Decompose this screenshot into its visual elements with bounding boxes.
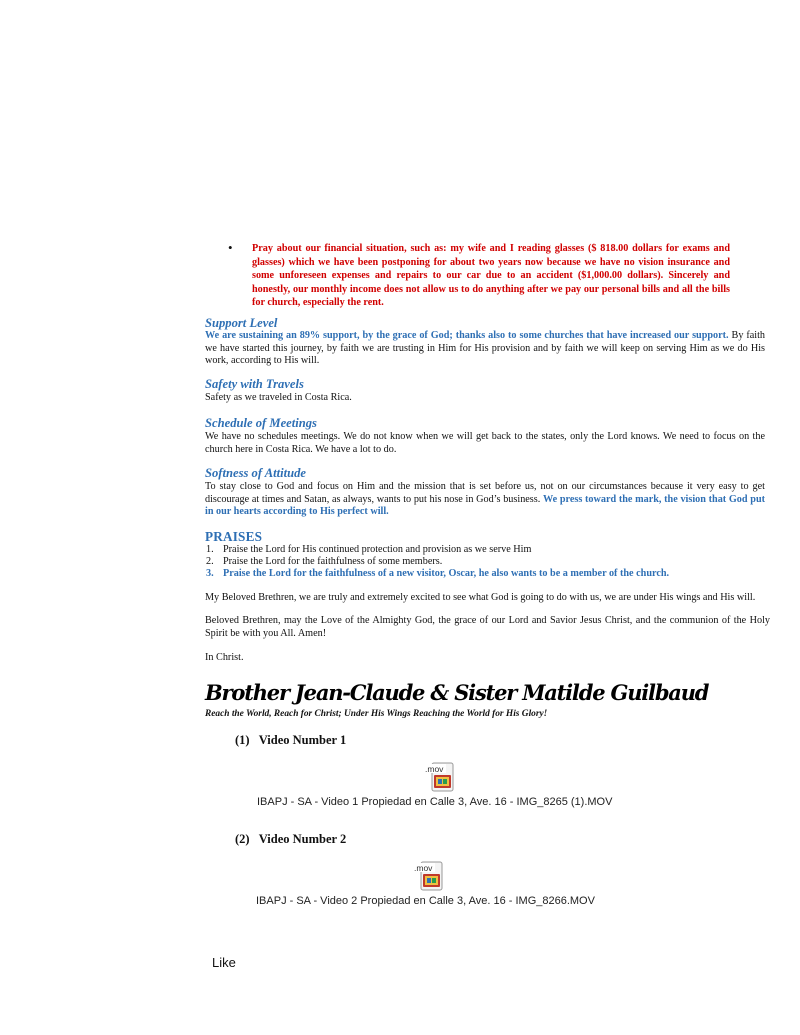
prayer-request: Pray about our financial situation, such as: my wife and I reading glasses ($ 818.00 dollars for exams and glasses) which we have been postponing for about two years now because we have no vision insurance and some unforeseen expenses and repairs to our car due to an accident ($1,000.00 dollars). Sincerely and honestly, our monthly income does not allow us to do anything after we pay our personal bills and all the bills for church, especially the rent. (252, 243, 730, 308)
video-2-heading: (2) Video Number 2 (235, 832, 347, 846)
list-item (206, 568, 766, 580)
praises-list (206, 544, 766, 580)
signature-motto: Reach the World, Reach for Christ; Under His Wings Reaching the World for His Glory! (205, 709, 548, 719)
list-number: 1. (206, 544, 214, 555)
list-text: Praise the Lord for the faithfulness of a new visitor, Oscar, he also wants to be a member of the church. (223, 568, 670, 579)
mov-file-icon[interactable] (413, 861, 443, 891)
safety-text: Safety as we traveled in Costa Rica. (205, 392, 352, 403)
list-number: 3. (206, 568, 214, 579)
bullet-marker: • (228, 240, 233, 255)
schedule-text: We have no schedules meetings. We do not know when we will get back to the states, only the Lord knows. We need to focus on the church here in Costa Rica. We have a lot to do. (205, 431, 765, 455)
softness-highlight: We press toward the mark, the vision that God put in our hearts according to His perfect will. (205, 493, 765, 517)
safety-heading: Safety with Travels (205, 377, 304, 391)
mov-file-icon[interactable] (424, 762, 454, 792)
softness-heading: Softness of Attitude (205, 466, 306, 480)
support-highlight: We are sustaining an 89% support, by the grace of God; thanks also to some churches that have increased our support. (205, 330, 729, 341)
praises-heading: PRAISES (205, 529, 263, 544)
softness-text: To stay close to God and focus on Him and the mission that is set before us, not on our circumstances because it very easy to get discourage at times and Satan, as always, wants to put his nose in God’s business. (205, 481, 765, 505)
support-paragraph (205, 330, 765, 368)
closing-paragraph-1: My Beloved Brethren, we are truly and extremely excited to see what God is going to do with us, we are under His wings and His will. (205, 592, 756, 603)
support-text: By faith we have started this journey, by faith we are trusting in Him for His provision and by faith we will keep on serving Him as we do His work, according to His will. (205, 330, 766, 366)
softness-paragraph (205, 481, 765, 519)
list-text: Praise the Lord for His continued protection and provision as we serve Him (223, 544, 532, 555)
list-text: Praise the Lord for the faithfulness of some members. (223, 556, 443, 567)
list-item (206, 544, 766, 556)
like-button[interactable]: Like (212, 955, 236, 970)
closing-paragraph-2: Beloved Brethren, may the Love of the Almighty God, the grace of our Lord and Savior Jesus Christ, and the communion of the Holy Spirit be with you All. Amen! (205, 615, 770, 639)
video-1-heading: (1) Video Number 1 (235, 733, 347, 747)
svg-text:.mov: .mov (425, 764, 444, 774)
list-item (206, 556, 766, 568)
video-1-caption[interactable]: IBAPJ - SA - Video 1 Propiedad en Calle 3, Ave. 16 - IMG_8265 (1).MOV (257, 796, 613, 808)
list-number: 2. (206, 556, 214, 567)
support-heading: Support Level (205, 316, 278, 330)
video-2-caption[interactable]: IBAPJ - SA - Video 2 Propiedad en Calle 3, Ave. 16 - IMG_8266.MOV (256, 895, 595, 907)
signature-name: Brother Jean-Claude & Sister Matilde Guilbaud (205, 680, 709, 705)
schedule-heading: Schedule of Meetings (205, 416, 317, 430)
closing-in-christ: In Christ. (205, 652, 244, 663)
svg-text:.mov: .mov (414, 863, 433, 873)
